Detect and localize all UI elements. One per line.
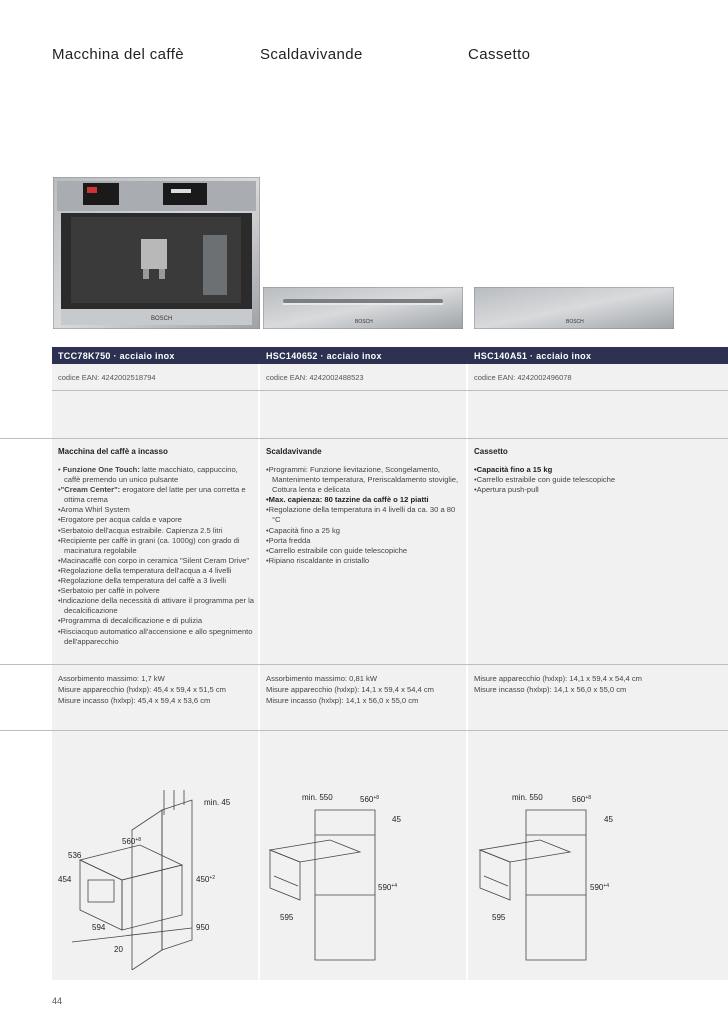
diagram-food-warmer [260, 790, 466, 970]
spec-line: Assorbimento massimo: 1,7 kW [58, 674, 165, 683]
specs-drawer [474, 674, 642, 696]
diagram-label: 595 [492, 913, 506, 922]
diagram-coffee-machine [52, 790, 258, 970]
model-drawer: HSC140A51 · acciaio inox [474, 351, 592, 361]
title-food-warmer: Scaldavivande [266, 447, 322, 456]
feature-item: • Carrello estraibile con guide telescopiche [266, 546, 462, 556]
specs-food-warmer [266, 674, 434, 706]
divider-1 [52, 390, 728, 391]
diagram-label: $450^{+2}$ [196, 875, 216, 884]
heading-food-warmer: Scaldavivande [260, 46, 363, 63]
ean-coffee-machine: codice EAN: 4242002518794 [58, 373, 156, 382]
divider-3 [0, 664, 728, 665]
food-warmer-photo [263, 287, 463, 329]
features-food-warmer [266, 465, 462, 566]
spec-line: Misure incasso (hxlxp): 14,1 x 56,0 x 55,0 cm [474, 684, 627, 694]
feature-text: latte macchiato, cappuccino, caffè premendo un unico pulsante [64, 465, 238, 485]
model-food-warmer: HSC140652 · acciaio inox [266, 351, 382, 361]
feature-item: • Ripiano riscaldante in cristallo [266, 556, 462, 566]
diagram-drawer [468, 790, 674, 970]
ean-drawer: codice EAN: 4242002496078 [474, 373, 572, 382]
diagram-label: min. 550 [512, 793, 543, 802]
spec-line: Misure apparecchio (hxlxp): 14,1 x 59,4 x 54,4 cm [474, 674, 642, 683]
title-coffee-machine: Macchina del caffè a incasso [58, 447, 168, 456]
diagram-label: min. 45 [204, 798, 231, 807]
spec-line: Misure incasso (hxlxp): 45,4 x 59,4 x 53,6 cm [58, 695, 211, 705]
feature-item: • Funzione One Touch: latte macchiato, cappuccino, caffè premendo un unico pulsante [58, 465, 254, 485]
feature-item: • Erogatore per acqua calda e vapore [58, 515, 254, 525]
diagram-label: $590^{+4}$ [378, 883, 398, 892]
diagram-label: 20 [114, 945, 123, 954]
diagram-label: $590^{+4}$ [590, 883, 610, 892]
spec-line: Misure apparecchio (hxlxp): 14,1 x 59,4 x 54,4 cm [266, 684, 434, 694]
feature-item: • Regolazione della temperatura in 4 livelli da ca. 30 a 80 °C [266, 505, 462, 525]
feature-item: • Capacità fino a 25 kg [266, 526, 462, 536]
ean-food-warmer: codice EAN: 4242002488523 [266, 373, 364, 382]
diagram-label: $560^{+8}$ [360, 795, 380, 804]
page-number: 44 [52, 996, 63, 1006]
feature-item: • Max. capienza: 80 tazzine da caffè o 12 piatti [266, 495, 462, 505]
feature-item: • Regolazione della temperatura dell'acqua a 4 livelli [58, 566, 254, 576]
diagram-label: 950 [196, 923, 210, 932]
feature-item: • Aroma Whirl System [58, 505, 254, 515]
feature-item: • Macinacaffè con corpo in ceramica "Silent Ceram Drive" [58, 556, 254, 566]
feature-item: • Indicazione della necessità di attivare il programma per la decalcificazione [58, 596, 254, 616]
diagram-label: 536 [68, 851, 82, 860]
feature-item: • Serbatoio dell'acqua estraibile. Capienza 2.5 litri [58, 526, 254, 536]
spec-line: Assorbimento massimo: 0,81 kW [266, 674, 377, 683]
features-coffee-machine [58, 465, 254, 647]
feature-item: • Programma di decalcificazione e di pulizia [58, 616, 254, 626]
diagram-label: 594 [92, 923, 106, 932]
feature-item: • Apertura push-pull [474, 485, 674, 495]
diagram-label: 45 [604, 815, 613, 824]
feature-item: • Programmi: Funzione lievitazione, Scongelamento, Mantenimento temperatura, Preriscaldamento stoviglie, Cottura lenta e delicata [266, 465, 462, 495]
model-coffee-machine: TCC78K750 · acciaio inox [58, 351, 175, 361]
feature-item: • Risciacquo automatico all'accensione e allo spegnimento dell'apparecchio [58, 627, 254, 647]
title-drawer: Cassetto [474, 447, 508, 456]
heading-coffee-machine: Macchina del caffè [52, 46, 184, 63]
coffee-machine-photo [53, 177, 260, 329]
feature-item: • Recipiente per caffè in grani (ca. 1000g) con grado di macinatura regolabile [58, 536, 254, 556]
feature-item: • Capacità fino a 15 kg [474, 465, 674, 475]
drawer-brand-label: BOSCH [566, 319, 584, 325]
divider-4 [0, 730, 728, 731]
diagram-label: 454 [58, 875, 72, 884]
food-warmer-brand-label: BOSCH [355, 319, 373, 325]
spec-line: Misure apparecchio (hxlxp): 45,4 x 59,4 x 51,5 cm [58, 684, 226, 694]
diagram-label: 595 [280, 913, 294, 922]
drawer-photo [474, 287, 674, 329]
specs-coffee-machine [58, 674, 226, 706]
heading-drawer: Cassetto [468, 46, 531, 63]
divider-2 [0, 438, 728, 439]
feature-item: • "Cream Center": erogatore del latte per una corretta e ottima crema [58, 485, 254, 505]
diagram-label: 45 [392, 815, 401, 824]
feature-item: • Serbatoio per caffè in polvere [58, 586, 254, 596]
spec-line: Misure incasso (hxlxp): 14,1 x 56,0 x 55,0 cm [266, 695, 419, 705]
diagram-label: min. 550 [302, 793, 333, 802]
diagram-label: $560^{+8}$ [122, 837, 142, 846]
feature-item: • Porta fredda [266, 536, 462, 546]
feature-item: • Regolazione della temperatura del caffè a 3 livelli [58, 576, 254, 586]
features-drawer [474, 465, 674, 495]
diagram-label: $560^{+8}$ [572, 795, 592, 804]
feature-item: • Carrello estraibile con guide telescopiche [474, 475, 674, 485]
coffee-machine-brand-label: BOSCH [151, 316, 173, 322]
